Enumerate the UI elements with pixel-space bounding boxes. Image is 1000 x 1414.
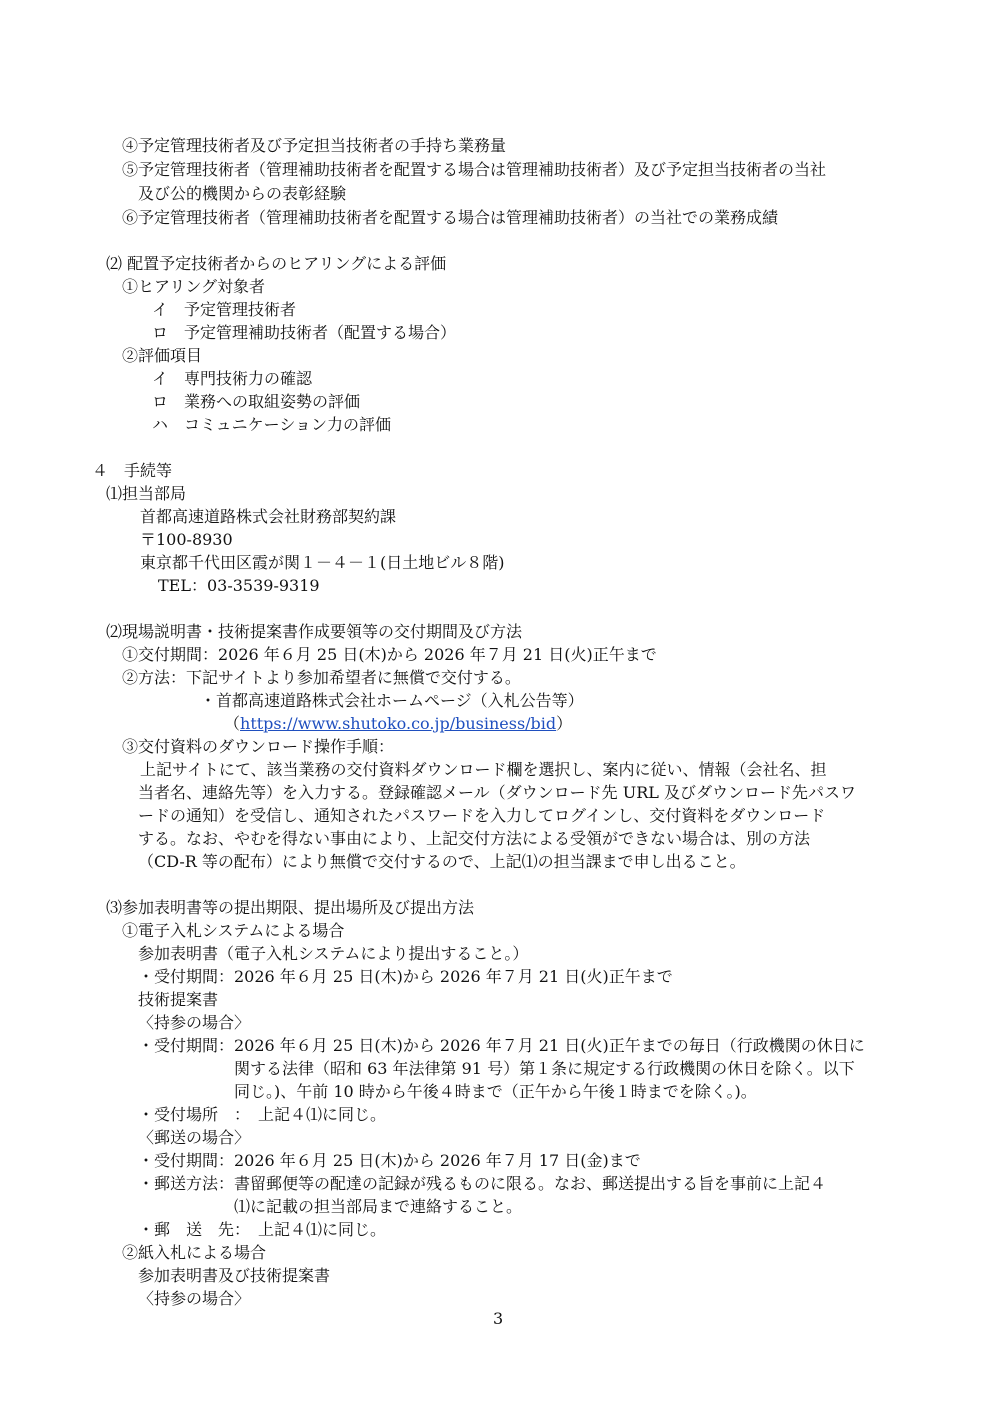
bid-site-link[interactable]: https://www.shutoko.co.jp/business/bid [240, 714, 557, 733]
in-person-heading: 〈持参の場合〉 [138, 1013, 251, 1032]
mail-period: ・受付期間：2026 年６月 25 日(木)から 2026 年７月 17 日(金)まで [138, 1151, 641, 1170]
dept-name: 首都高速道路株式会社財務部契約課 [140, 507, 397, 526]
download-steps-text-2: 当者名、連絡先等）を入力する。登録確認メール（ダウンロード先 URL 及びダウンロード先パスワ [138, 783, 857, 802]
paper-bid-heading: ②紙入札による場合 [122, 1243, 267, 1262]
hearing-target-b: ロ 予定管理補助技術者（配置する場合） [152, 323, 457, 342]
mail-heading: 〈郵送の場合〉 [138, 1128, 251, 1147]
electronic-bid-heading: ①電子入札システムによる場合 [122, 921, 345, 940]
download-steps-text-5: （CD-R 等の配布）により無償で交付するので、上記⑴の担当課まで申し出ること。 [138, 852, 746, 871]
eval-items-heading: ②評価項目 [122, 346, 203, 365]
eval-item-5: ⑤予定管理技術者（管理補助技術者を配置する場合は管理補助技術者）及び予定担当技術者の当社 [122, 160, 827, 179]
submission-heading: ⑶参加表明書等の提出期限、提出場所及び提出方法 [106, 898, 475, 917]
mail-method-1: ・郵送方法：書留郵便等の配達の記録が残るものに限る。なお、郵送提出する旨を事前に上記４ [138, 1174, 827, 1193]
mail-method-2: ⑴に記載の担当部局まで連絡すること。 [234, 1197, 523, 1216]
page-number: 3 [493, 1309, 504, 1328]
distribution-method: ②方法：下記サイトより参加希望者に無償で交付する。 [122, 668, 521, 687]
url-close-paren: ） [556, 714, 573, 733]
hearing-target-heading: ①ヒアリング対象者 [122, 277, 266, 296]
in-person-period-1: ・受付期間：2026 年６月 25 日(木)から 2026 年７月 21 日(火)正午までの毎日（行政機関の休日に [138, 1036, 865, 1055]
in-person-place: ・受付場所 ： 上記４⑴に同じ。 [138, 1105, 387, 1124]
eval-item-4: ④予定管理技術者及び予定担当技術者の手持ち業務量 [122, 136, 507, 155]
in-person-period-3: 同じ。)、午前 10 時から午後４時まで（正午から午後１時までを除く。)。 [234, 1082, 757, 1101]
eval-item-6: ⑥予定管理技術者（管理補助技術者を配置する場合は管理補助技術者）の当社での業務成績 [122, 208, 779, 227]
url-line [224, 714, 572, 734]
paper-in-person-heading: 〈持参の場合〉 [138, 1289, 251, 1308]
homepage-label: ・首都高速道路株式会社ホームページ（入札公告等） [200, 691, 584, 710]
paper-docs-label: 参加表明書及び技術提案書 [138, 1266, 331, 1285]
tech-proposal-label: 技術提案書 [138, 990, 219, 1009]
in-person-period-2: 関する法律（昭和 63 年法律第 91 号）第１条に規定する行政機関の休日を除く。以下 [234, 1059, 855, 1078]
dept-heading: ⑴担当部局 [106, 484, 187, 503]
distribution-period: ①交付期間：2026 年６月 25 日(木)から 2026 年７月 21 日(火)正午まで [122, 645, 657, 664]
distribution-heading: ⑵現場説明書・技術提案書作成要領等の交付期間及び方法 [106, 622, 523, 641]
download-steps-heading: ③交付資料のダウンロード操作手順： [122, 737, 395, 756]
eval-item-5-cont: 及び公的機関からの表彰経験 [138, 184, 347, 203]
section-heading-hearing: ⑵ 配置予定技術者からのヒアリングによる評価 [106, 254, 447, 273]
eval-item-c: ハ コミュニケーション力の評価 [152, 415, 392, 434]
download-steps-text-4: する。なお、やむを得ない事由により、上記交付方法による受領ができない場合は、別の方法 [138, 829, 811, 848]
participation-period: ・受付期間：2026 年６月 25 日(木)から 2026 年７月 21 日(火)正午まで [138, 967, 673, 986]
address: 東京都千代田区霞が関１－４－１(日土地ビル８階) [140, 553, 505, 572]
eval-item-a: イ 専門技術力の確認 [152, 369, 313, 388]
download-steps-text-3: ードの通知）を受信し、通知されたパスワードを入力してログインし、交付資料をダウンロード [138, 806, 826, 825]
download-steps-text-1: 上記サイトにて、該当業務の交付資料ダウンロード欄を選択し、案内に従い、情報（会社名、担 [140, 760, 827, 779]
hearing-target-a: イ 予定管理技術者 [152, 300, 297, 319]
postal-code: 〒100-8930 [140, 530, 233, 549]
phone: TEL：03-3539-9319 [158, 576, 320, 595]
participation-doc-label: 参加表明書（電子入札システムにより提出すること。） [138, 944, 529, 963]
section-4-heading: ４ 手続等 [92, 461, 173, 480]
mail-destination: ・郵 送 先： 上記４⑴に同じ。 [138, 1220, 387, 1239]
eval-item-b: ロ 業務への取組姿勢の評価 [152, 392, 361, 411]
url-open-paren: （ [224, 714, 241, 733]
